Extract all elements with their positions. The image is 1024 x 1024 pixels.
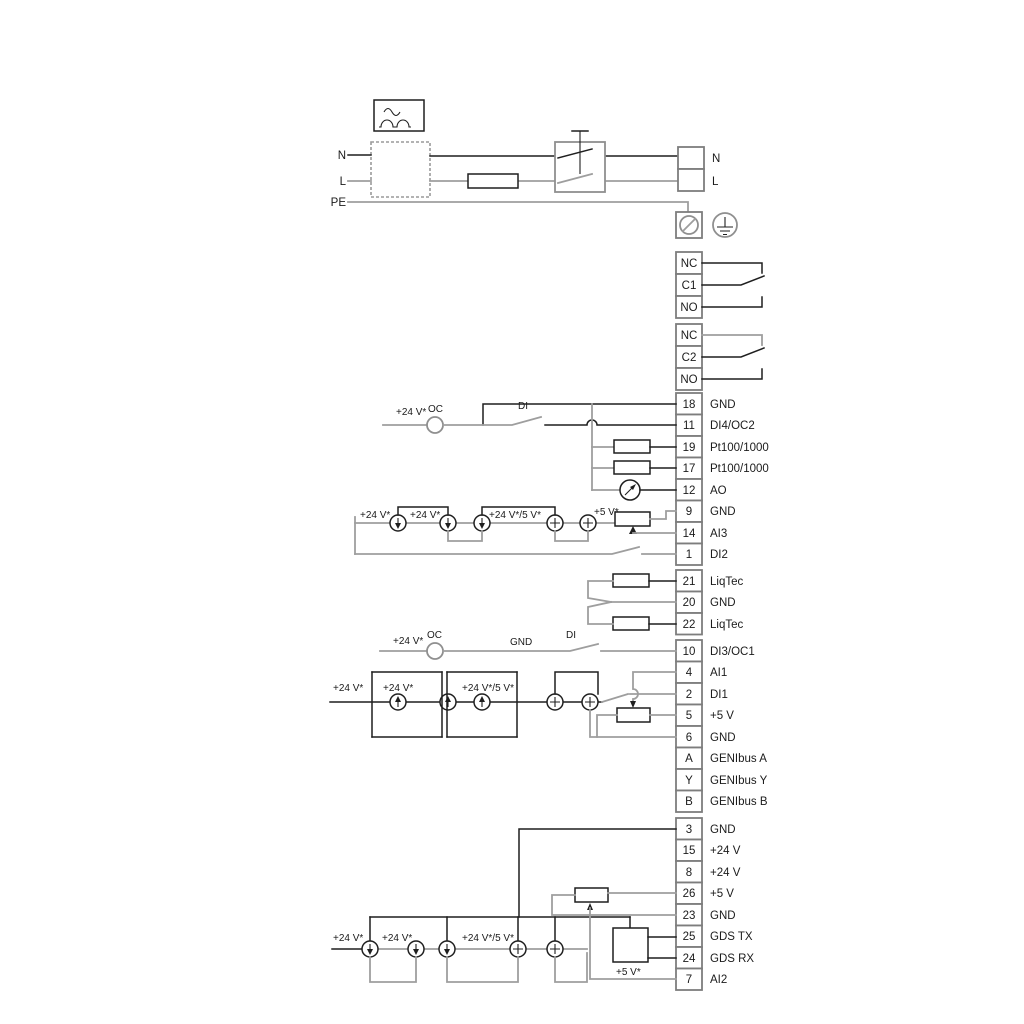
terminal-18-label: GND xyxy=(710,399,736,411)
terminal-5-label: +5 V xyxy=(710,710,734,722)
terminal-12-label: AO xyxy=(710,485,727,497)
mains-terminal-block xyxy=(678,147,720,191)
row4-v24-5-label: +24 V*/5 V* xyxy=(462,683,514,694)
pe-label: PE xyxy=(330,197,346,209)
row1-v24-label: +24 V* xyxy=(396,407,427,418)
terminal-2-label: DI1 xyxy=(710,689,728,701)
current-source-icon xyxy=(390,515,406,531)
row2-v24b-label: +24 V* xyxy=(410,510,441,521)
relay1-nc: NC xyxy=(680,258,698,270)
l-right-label: L xyxy=(712,176,719,188)
row2-v5-label: +5 V* xyxy=(594,507,619,518)
potentiometer-symbol xyxy=(617,708,650,722)
terminal-17-label: Pt100/1000 xyxy=(710,463,769,475)
terminal-genibus-a-label: GENIbus A xyxy=(710,753,767,765)
voltage-source-icon xyxy=(547,941,563,957)
terminal-8: 8 xyxy=(685,867,693,879)
terminal-20-label: GND xyxy=(710,597,736,609)
terminal-22: 22 xyxy=(682,619,696,631)
row2-v24-5-label: +24 V*/5 V* xyxy=(489,510,541,521)
relay-1 xyxy=(676,252,764,318)
row1-wiring xyxy=(383,401,676,500)
row2-wiring xyxy=(355,507,676,554)
terminal-6-label: GND xyxy=(710,732,736,744)
terminal-9: 9 xyxy=(685,506,693,518)
power-section xyxy=(331,100,737,238)
row4-v24a-label: +24 V* xyxy=(333,683,364,694)
terminal-1-label: DI2 xyxy=(710,549,728,561)
terminal-8-label: +24 V xyxy=(710,867,741,879)
terminal-11-label: DI4/OC2 xyxy=(710,420,755,432)
terminal-block-b xyxy=(676,570,743,635)
pe-wire xyxy=(348,202,688,212)
row5-v24b-label: +24 V* xyxy=(382,933,413,944)
terminal-21: 21 xyxy=(682,576,696,588)
terminal-2: 2 xyxy=(685,689,693,701)
terminal-23: 23 xyxy=(682,910,696,922)
terminal-25: 25 xyxy=(682,931,696,943)
row3-wiring xyxy=(380,630,676,659)
row4-v24b-label: +24 V* xyxy=(383,683,414,694)
potentiometer-symbol xyxy=(575,888,608,902)
terminal-7-label: AI2 xyxy=(710,974,728,986)
current-source-icon xyxy=(474,515,490,531)
row3-di-label: DI xyxy=(566,630,576,641)
terminal-genibus-a: A xyxy=(685,753,693,765)
liqtec-wiring xyxy=(588,574,676,630)
liqtec-resistor-2 xyxy=(613,617,649,630)
current-source-icon xyxy=(474,694,490,710)
row5-wiring xyxy=(332,829,676,982)
terminal-26: 26 xyxy=(682,888,696,900)
row5-v24a-label: +24 V* xyxy=(333,933,364,944)
terminal-14: 14 xyxy=(682,528,696,540)
row4-wiring xyxy=(330,672,676,737)
terminal-genibus-y-label: GENIbus Y xyxy=(710,775,768,787)
terminal-9-label: GND xyxy=(710,506,736,518)
terminal-block-a xyxy=(676,393,769,565)
gds-sensor-box xyxy=(613,928,648,962)
current-source-icon xyxy=(390,694,406,710)
liqtec-resistor-1 xyxy=(613,574,649,587)
open-collector-icon xyxy=(427,417,443,433)
terminal-22-label: LiqTec xyxy=(710,619,744,631)
terminal-11: 11 xyxy=(683,420,695,432)
terminal-24: 24 xyxy=(682,953,696,965)
relay-2 xyxy=(676,324,764,390)
terminal-7: 7 xyxy=(685,974,693,986)
di4-switch xyxy=(443,417,541,425)
terminal-25-label: GDS TX xyxy=(710,931,753,943)
relay1-no: NO xyxy=(680,302,698,314)
row5-v5-label: +5 V* xyxy=(616,967,641,978)
terminal-15-label: +24 V xyxy=(710,845,741,857)
current-source-icon xyxy=(362,941,378,957)
row3-v24-label: +24 V* xyxy=(393,636,424,647)
terminal-20: 20 xyxy=(682,597,696,609)
open-collector-icon xyxy=(427,643,443,659)
terminal-block-d xyxy=(676,818,754,990)
voltage-source-icon xyxy=(582,694,598,710)
di2-switch xyxy=(355,547,676,554)
fuse-symbol xyxy=(468,174,518,188)
terminal-1: 1 xyxy=(685,549,693,561)
row1-di-label: DI xyxy=(518,401,528,412)
terminal-15: 15 xyxy=(682,845,696,857)
terminal-4-label: AI1 xyxy=(710,667,728,679)
terminal-10-label: DI3/OC1 xyxy=(710,646,755,658)
row1-oc-label: OC xyxy=(428,404,443,415)
terminal-genibus-b: B xyxy=(685,796,693,808)
row5-v24-5-label: +24 V*/5 V* xyxy=(462,933,514,944)
terminal-5: 5 xyxy=(685,710,693,722)
main-switch xyxy=(555,131,605,192)
current-source-icon xyxy=(439,941,455,957)
terminal-10: 10 xyxy=(682,646,696,658)
terminal-4: 4 xyxy=(685,667,693,679)
terminal-3: 3 xyxy=(685,824,693,836)
di1-switch xyxy=(602,694,676,702)
current-source-icon xyxy=(440,515,456,531)
relay1-c1: C1 xyxy=(681,280,697,292)
terminal-block-c xyxy=(676,640,768,812)
terminal-19-label: Pt100/1000 xyxy=(710,442,769,454)
pe-terminal xyxy=(676,212,702,238)
terminal-17: 17 xyxy=(682,463,696,475)
earth-ground-icon xyxy=(713,213,737,237)
terminal-18: 18 xyxy=(682,399,696,411)
terminal-12: 12 xyxy=(682,485,696,497)
terminal-19: 19 xyxy=(682,442,696,454)
l-left-label: L xyxy=(339,176,346,188)
terminal-genibus-y: Y xyxy=(685,775,693,787)
filter-box xyxy=(371,142,430,197)
n-right-label: N xyxy=(712,153,721,165)
terminal-24-label: GDS RX xyxy=(710,953,755,965)
relay2-nc: NC xyxy=(680,330,698,342)
relay2-c2: C2 xyxy=(681,352,697,364)
voltage-source-icon xyxy=(547,515,563,531)
n-left-label: N xyxy=(337,150,346,162)
terminal-3-label: GND xyxy=(710,824,736,836)
voltage-source-icon xyxy=(547,694,563,710)
row3-oc-label: OC xyxy=(427,630,442,641)
wiper-arrow-icon xyxy=(630,701,636,708)
di3-switch xyxy=(443,644,676,651)
terminal-21-label: LiqTec xyxy=(710,576,744,588)
row2-v24a-label: +24 V* xyxy=(360,510,391,521)
terminal-genibus-b-label: GENIbus B xyxy=(710,796,768,808)
row3-gnd-label: GND xyxy=(510,637,533,648)
potentiometer-symbol xyxy=(615,512,650,526)
terminal-23-label: GND xyxy=(710,910,736,922)
terminal-26-label: +5 V xyxy=(710,888,734,900)
analog-output-meter-icon xyxy=(620,480,640,500)
terminal-14-label: AI3 xyxy=(710,528,728,540)
sine-wave-icon xyxy=(379,109,411,128)
terminal-6: 6 xyxy=(685,732,693,744)
pt100-resistor-2 xyxy=(614,461,650,474)
relay2-no: NO xyxy=(680,374,698,386)
pt100-resistor-1 xyxy=(614,440,650,453)
